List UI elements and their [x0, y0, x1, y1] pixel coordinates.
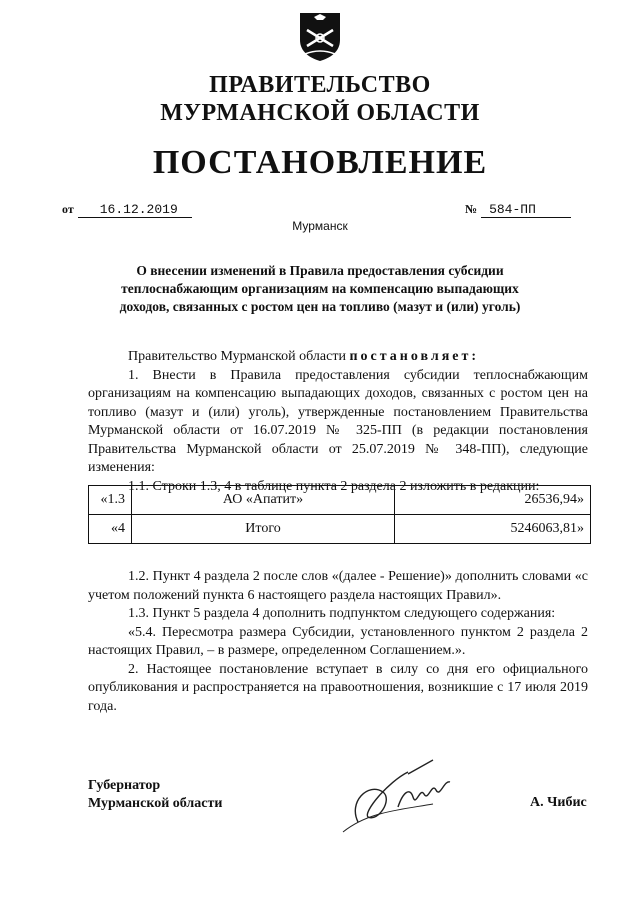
document-title: [100, 262, 540, 316]
title-line: теплоснабжающим организациям на компенсацию выпадающих: [121, 281, 519, 296]
city-name: Мурманск: [292, 219, 348, 233]
table-row: [89, 486, 591, 515]
date-prefix: от: [62, 202, 74, 216]
table-row: [89, 515, 591, 544]
amount-cell: 5246063,81»: [395, 515, 591, 544]
row-number-cell: «4: [89, 515, 132, 544]
number-prefix: №: [465, 202, 478, 216]
title-line: О внесении изменений в Правила предоставления субсидии: [136, 263, 504, 278]
paragraph-2: 2. Настоящее постановление вступает в силу со дня его официального опубликования и распространяется на правоотношения, возникшие с 17 июля 2019 года.: [88, 661, 588, 714]
government-name-line2: МУРМАНСКОЙ ОБЛАСТИ: [160, 100, 480, 126]
title-line: доходов, связанных с ростом цен на топливо (мазут и (или) уголь): [119, 299, 521, 314]
document-number: 584-ПП: [481, 202, 571, 218]
position-line: Губернатор: [88, 778, 161, 793]
amount-cell: 26536,94»: [395, 486, 591, 515]
document-body-bottom: [88, 568, 588, 716]
intro-prefix: Правительство Мурманской области: [128, 349, 346, 364]
paragraph-1-1: 1.1. Строки 1.3, 4 в таблице пункта 2 раздела 2 изложить в редакции:: [128, 478, 540, 494]
organization-cell: Итого: [132, 515, 395, 544]
coat-of-arms-emblem: [297, 10, 343, 62]
row-number-cell: «1.3: [89, 486, 132, 515]
intro-resolves: постановляет:: [349, 349, 480, 364]
paragraph-1-3-quote: «5.4. Пересмотра размера Субсидии, установленного пунктом 2 раздела 2 настоящих Правил, – в размере, определенном Соглашением.».: [88, 624, 588, 658]
paragraph-1-3: 1.3. Пункт 5 раздела 4 дополнить подпунктом следующего содержания:: [128, 606, 556, 621]
position-line: Мурманской области: [88, 796, 223, 811]
document-date: 16.12.2019: [78, 202, 192, 218]
intro-paragraph: [88, 348, 588, 367]
paragraph-1-2: 1.2. Пункт 4 раздела 2 после слов «(далее - Решение)» дополнить словами «с учетом положений пункта 6 настоящего раздела настоящих Правил».: [88, 569, 588, 603]
government-name-line1: ПРАВИТЕЛЬСТВО: [209, 72, 431, 98]
handwritten-signature: [338, 752, 468, 842]
document-type: ПОСТАНОВЛЕНИЕ: [152, 144, 488, 181]
subsidy-table: [88, 485, 591, 544]
organization-cell: АО «Апатит»: [132, 486, 395, 515]
signatory-position: [88, 777, 222, 813]
number-line: [465, 200, 571, 218]
signatory-name: А. Чибис: [530, 795, 587, 810]
paragraph-1: 1. Внести в Правила предоставления субсидии теплоснабжающим организациям на компенсацию выпадающих доходов, связанных с ростом цен на топливо (мазут и (или) уголь), утвержденные постановлением Правительства Мурманской области от 16.07.2019 № 325-ПП (в редакции постановления Правительства Мурманской области от 25.07.2019 № 348-ПП), следующие изменения:: [88, 367, 588, 475]
date-line: [62, 200, 192, 218]
document-body-top: [88, 348, 588, 496]
